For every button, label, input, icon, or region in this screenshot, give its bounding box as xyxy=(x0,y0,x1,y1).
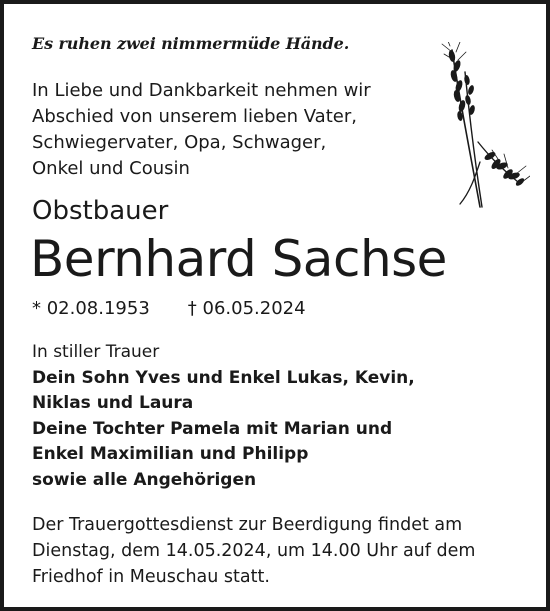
service-line: Der Trauergottesdienst zur Beerdigung findet am xyxy=(32,515,463,535)
intro-line: Onkel und Cousin xyxy=(32,158,190,179)
intro-text xyxy=(32,78,452,182)
mourner-line: sowie alle Angehörigen xyxy=(32,469,257,490)
mourners-block xyxy=(32,340,415,493)
service-line: Friedhof in Meuschau statt. xyxy=(32,567,270,587)
service-notice xyxy=(32,512,532,590)
mourning-lead: In stiller Trauer xyxy=(32,342,160,362)
mourner-line: Enkel Maximilian und Philipp xyxy=(32,444,309,464)
deceased-name: Bernhard Sachse xyxy=(30,230,447,288)
intro-line: Schwiegervater, Opa, Schwager, xyxy=(32,132,327,153)
life-dates xyxy=(32,296,306,322)
profession: Obstbauer xyxy=(32,196,169,226)
mourner-line: Dein Sohn Yves und Enkel Lukas, Kevin, xyxy=(32,367,415,388)
death-date: † 06.05.2024 xyxy=(187,298,306,319)
intro-line: Abschied von unserem lieben Vater, xyxy=(32,106,357,127)
service-line: Dienstag, dem 14.05.2024, um 14.00 Uhr auf dem xyxy=(32,541,476,561)
birth-date: * 02.08.1953 xyxy=(32,298,150,319)
mourner-line: Deine Tochter Pamela mit Marian und xyxy=(32,418,393,439)
motto: Es ruhen zwei nimmermüde Hände. xyxy=(32,34,350,53)
mourner-line: Niklas und Laura xyxy=(32,393,194,413)
intro-line: In Liebe und Dankbarkeit nehmen wir xyxy=(32,80,371,101)
wheat-ears-icon xyxy=(430,42,530,212)
